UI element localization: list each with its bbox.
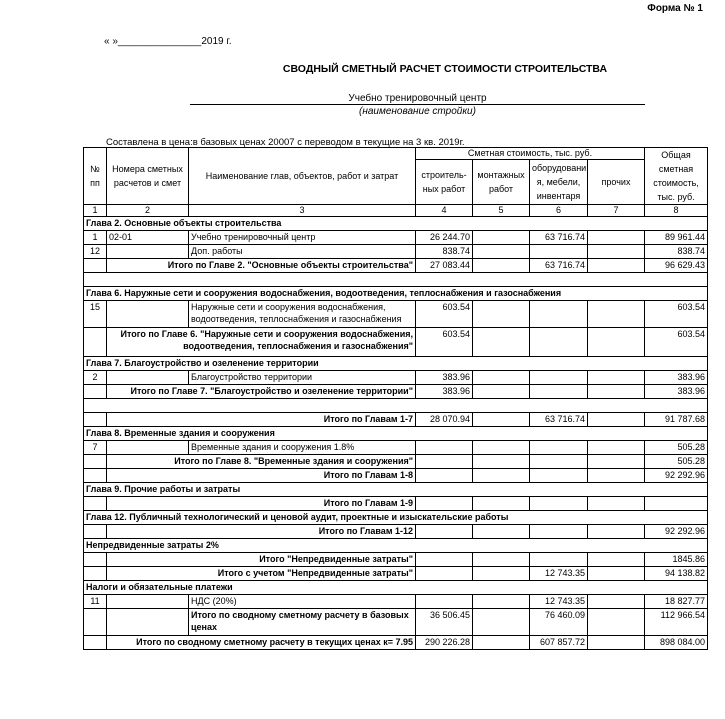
cost-c4 [416, 469, 473, 483]
object-name: Учебно тренировочный центр [348, 93, 487, 104]
cost-c6 [530, 328, 588, 357]
row-calc-number [107, 609, 189, 636]
approval-date-line: « »_______________2019 г. [104, 36, 232, 47]
row-number [84, 525, 107, 539]
chapter-title: Глава 2. Основные объекты строительства [84, 217, 708, 231]
cost-c7 [588, 441, 645, 455]
row-name: НДС (20%) [189, 595, 416, 609]
total-label: Итого по Главе 6. "Наружные сети и сооружения водоснабжения, водоотведения, теплоснабжения и газоснабжения" [107, 328, 416, 357]
chapter-title: Глава 6. Наружные сети и сооружения водоснабжения, водоотведения, теплоснабжения и газоснабжения [84, 287, 708, 301]
total-row [84, 567, 708, 581]
chapter-title: Глава 9. Прочие работы и затраты [84, 483, 708, 497]
cost-c4: 27 083.44 [416, 259, 473, 273]
header-equipment: оборудовани я, мебели, инвентаря [530, 160, 588, 205]
header-name: Наименование глав, объектов, работ и затрат [189, 148, 416, 205]
cost-c8: 94 138.82 [645, 567, 708, 581]
cost-c6 [530, 385, 588, 399]
cost-c7 [588, 245, 645, 259]
cost-c6 [530, 525, 588, 539]
chapter-row [84, 287, 708, 301]
item-row [84, 245, 708, 259]
cost-c8: 505.28 [645, 441, 708, 455]
row-number [84, 259, 107, 273]
total-label: Итого по Главам 1-9 [107, 497, 416, 511]
row-calc-number [107, 441, 189, 455]
cost-c6 [530, 469, 588, 483]
total-row [84, 553, 708, 567]
header-total: Общая сметная стоимость, тыс. руб. [645, 148, 708, 205]
header-calc: Номера сметных расчетов и смет [107, 148, 189, 205]
total-row [84, 328, 708, 357]
column-number-cell: 4 [416, 205, 473, 217]
total-label: Итого по сводному сметному расчету в текущих ценах к= 7.95 [107, 636, 416, 650]
cost-c7 [588, 231, 645, 245]
row-calc-number: 02-01 [107, 231, 189, 245]
cost-c5 [473, 469, 530, 483]
cost-c4: 290 226.28 [416, 636, 473, 650]
cost-c8: 603.54 [645, 301, 708, 328]
cost-c5 [473, 609, 530, 636]
blank-row [84, 399, 708, 413]
blank-cell [84, 273, 708, 287]
row-calc-number [107, 595, 189, 609]
cost-c8: 603.54 [645, 328, 708, 357]
row-number: 11 [84, 595, 107, 609]
prices-note: Составлена в цена:в базовых ценах 20007 с переводом в текущие на 3 кв. 2019г. [106, 137, 465, 148]
cost-c6 [530, 455, 588, 469]
row-number [84, 385, 107, 399]
total-row [84, 259, 708, 273]
cost-c4: 36 506.45 [416, 609, 473, 636]
row-calc-number [107, 301, 189, 328]
total-row [84, 455, 708, 469]
row-number: 12 [84, 245, 107, 259]
total-row [84, 525, 708, 539]
chapter-title: Непредвиденные затраты 2% [84, 539, 708, 553]
cost-c5 [473, 455, 530, 469]
cost-c4: 603.54 [416, 301, 473, 328]
cost-c7 [588, 567, 645, 581]
cost-c5 [473, 301, 530, 328]
row-name: Учебно тренировочный центр [189, 231, 416, 245]
cost-c4 [416, 567, 473, 581]
cost-c5 [473, 413, 530, 427]
cost-c7 [588, 259, 645, 273]
cost-c7 [588, 413, 645, 427]
document-title: СВОДНЫЙ СМЕТНЫЙ РАСЧЕТ СТОИМОСТИ СТРОИТЕЛЬСТВА [282, 63, 608, 75]
cost-c7 [588, 595, 645, 609]
cost-c6: 63 716.74 [530, 259, 588, 273]
total-row [84, 413, 708, 427]
column-number-cell: 2 [107, 205, 189, 217]
cost-c7 [588, 385, 645, 399]
total-row [84, 609, 708, 636]
column-number-cell: 7 [588, 205, 645, 217]
chapter-title: Налоги и обязательные платежи [84, 581, 708, 595]
header-construction: строитель-ных работ [416, 160, 473, 205]
chapter-row [84, 217, 708, 231]
cost-c5 [473, 497, 530, 511]
header-installation: монтажных работ [473, 160, 530, 205]
item-row [84, 301, 708, 328]
cost-c5 [473, 441, 530, 455]
cost-c6: 63 716.74 [530, 413, 588, 427]
cost-c7 [588, 371, 645, 385]
total-label: Итого по Главе 2. "Основные объекты строительства" [107, 259, 416, 273]
item-row [84, 441, 708, 455]
total-row [84, 469, 708, 483]
cost-c8: 1845.86 [645, 553, 708, 567]
cost-c7 [588, 553, 645, 567]
column-number-cell: 5 [473, 205, 530, 217]
cost-c4: 603.54 [416, 328, 473, 357]
column-number-cell: 8 [645, 205, 708, 217]
cost-c7 [588, 525, 645, 539]
cost-c6 [530, 497, 588, 511]
cost-c8: 18 827.77 [645, 595, 708, 609]
total-label: Итого "Непредвиденные затраты" [107, 553, 416, 567]
chapter-row [84, 427, 708, 441]
row-number [84, 469, 107, 483]
header-num: № пп [84, 148, 107, 205]
cost-c8: 96 629.43 [645, 259, 708, 273]
cost-c4 [416, 595, 473, 609]
item-row [84, 231, 708, 245]
cost-c5 [473, 553, 530, 567]
row-name: Временные здания и сооружения 1.8% [189, 441, 416, 455]
total-label: Итого по Главам 1-8 [107, 469, 416, 483]
cost-c7 [588, 301, 645, 328]
cost-c8: 383.96 [645, 385, 708, 399]
cost-c5 [473, 259, 530, 273]
row-number [84, 328, 107, 357]
cost-c6 [530, 553, 588, 567]
row-name: Доп. работы [189, 245, 416, 259]
cost-c8: 92 292.96 [645, 469, 708, 483]
object-name-underline [190, 104, 645, 105]
total-label: Итого по Главе 8. "Временные здания и сооружения" [107, 455, 416, 469]
total-label: Итого по сводному сметному расчету в базовых ценах [189, 609, 416, 636]
chapter-row [84, 581, 708, 595]
chapter-title: Глава 8. Временные здания и сооружения [84, 427, 708, 441]
cost-c8: 838.74 [645, 245, 708, 259]
table-header-row [84, 148, 708, 160]
row-name: Благоустройство территории [189, 371, 416, 385]
cost-c6 [530, 371, 588, 385]
cost-c6: 76 460.09 [530, 609, 588, 636]
cost-c7 [588, 469, 645, 483]
cost-c5 [473, 525, 530, 539]
total-row [84, 636, 708, 650]
cost-c7 [588, 497, 645, 511]
estimate-table [83, 147, 708, 650]
chapter-row [84, 511, 708, 525]
blank-row [84, 273, 708, 287]
row-calc-number [107, 245, 189, 259]
chapter-row [84, 539, 708, 553]
cost-c4 [416, 525, 473, 539]
cost-c8 [645, 497, 708, 511]
cost-c4 [416, 553, 473, 567]
cost-c6: 63 716.74 [530, 231, 588, 245]
chapter-title: Глава 7. Благоустройство и озеленение территории [84, 357, 708, 371]
cost-c4: 383.96 [416, 385, 473, 399]
cost-c6: 607 857.72 [530, 636, 588, 650]
cost-c4 [416, 441, 473, 455]
cost-c5 [473, 567, 530, 581]
cost-c7 [588, 455, 645, 469]
total-label: Итого с учетом "Непредвиденные затраты" [107, 567, 416, 581]
column-numbers-row [84, 205, 708, 217]
row-number: 1 [84, 231, 107, 245]
blank-cell [84, 399, 708, 413]
cost-c6: 12 743.35 [530, 567, 588, 581]
total-label: Итого по Главе 7. "Благоустройство и озеленение территории" [107, 385, 416, 399]
item-row [84, 371, 708, 385]
total-label: Итого по Главам 1-7 [107, 413, 416, 427]
cost-c5 [473, 328, 530, 357]
cost-c8: 505.28 [645, 455, 708, 469]
cost-c5 [473, 385, 530, 399]
cost-c8: 383.96 [645, 371, 708, 385]
cost-c5 [473, 371, 530, 385]
chapter-row [84, 483, 708, 497]
cost-c8: 898 084.00 [645, 636, 708, 650]
cost-c5 [473, 245, 530, 259]
row-number [84, 609, 107, 636]
total-label: Итого по Главам 1-12 [107, 525, 416, 539]
total-row [84, 497, 708, 511]
row-number [84, 455, 107, 469]
object-name-hint: (наименование стройки) [359, 106, 476, 117]
cost-c4: 838.74 [416, 245, 473, 259]
row-number [84, 553, 107, 567]
cost-c4 [416, 497, 473, 511]
header-cost-group: Сметная стоимость, тыс. руб. [416, 148, 645, 160]
cost-c4: 26 244.70 [416, 231, 473, 245]
cost-c6 [530, 441, 588, 455]
cost-c8: 89 961.44 [645, 231, 708, 245]
row-number: 7 [84, 441, 107, 455]
row-number: 15 [84, 301, 107, 328]
cost-c8: 92 292.96 [645, 525, 708, 539]
cost-c4: 383.96 [416, 371, 473, 385]
cost-c6: 12 743.35 [530, 595, 588, 609]
cost-c5 [473, 231, 530, 245]
column-number-cell: 6 [530, 205, 588, 217]
chapter-title: Глава 12. Публичный технологический и ценовой аудит, проектные и изыскательские работы [84, 511, 708, 525]
total-row [84, 385, 708, 399]
cost-c5 [473, 595, 530, 609]
cost-c7 [588, 636, 645, 650]
column-number-cell: 1 [84, 205, 107, 217]
item-row [84, 595, 708, 609]
row-number: 2 [84, 371, 107, 385]
row-number [84, 636, 107, 650]
cost-c6 [530, 245, 588, 259]
chapter-row [84, 357, 708, 371]
cost-c5 [473, 636, 530, 650]
form-number-label: Форма № 1 [647, 3, 703, 14]
cost-c7 [588, 328, 645, 357]
cost-c8: 91 787.68 [645, 413, 708, 427]
row-number [84, 567, 107, 581]
row-number [84, 497, 107, 511]
cost-c4: 28 070.94 [416, 413, 473, 427]
cost-c8: 112 966.54 [645, 609, 708, 636]
cost-c7 [588, 609, 645, 636]
column-number-cell: 3 [189, 205, 416, 217]
row-number [84, 413, 107, 427]
row-name: Наружные сети и сооружения водоснабжения, водоотведения, теплоснабжения и газоснабжения [189, 301, 416, 328]
header-other: прочих [588, 160, 645, 205]
cost-c4 [416, 455, 473, 469]
cost-c6 [530, 301, 588, 328]
row-calc-number [107, 371, 189, 385]
